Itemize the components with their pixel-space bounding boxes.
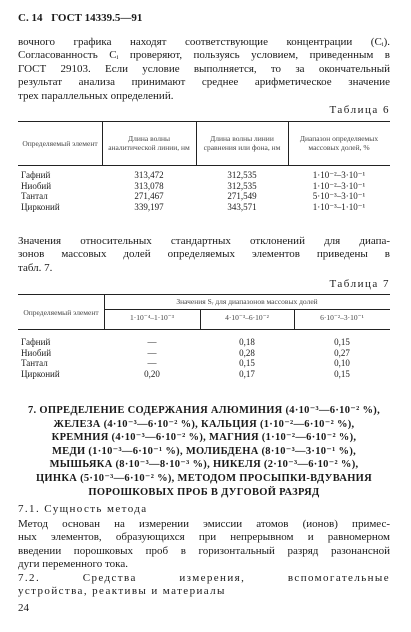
text-line: результат анализа принимают среднее арифметическое значение <box>18 76 390 89</box>
table-cell: — <box>147 347 157 358</box>
text-line: введении порошковых проб в горизонтальный разряд разонансной <box>18 544 390 557</box>
table6-header: Диапазон определяемых массовых долей, % <box>299 134 379 152</box>
table-cell: 313,472 <box>134 170 164 180</box>
table7-header-left: Определяемый элемент <box>23 307 99 317</box>
table-cell: 313,078 <box>134 180 164 191</box>
table-cell: Тантал <box>21 358 48 368</box>
table-7 <box>18 337 390 379</box>
table-cell: 0,15 <box>334 337 350 347</box>
table7-top-rule <box>18 294 390 295</box>
table7-col-divider <box>294 309 295 329</box>
table-cell: 0,15 <box>334 368 350 379</box>
table-cell: 5·10⁻³–3·10⁻¹ <box>312 191 366 201</box>
table-cell: 343,571 <box>227 201 257 212</box>
table-row <box>18 181 390 192</box>
heading-line: ПОРОШКОВЫХ ПРОБ В ДУГОВОЙ РАЗРЯД <box>88 486 320 498</box>
heading-line: ЦИНКА (5·10⁻³—6·10⁻² %), МЕТОДОМ ПРОСЫПКИ-ВДУВАНИЯ <box>35 472 373 484</box>
table-cell: Гафний <box>21 337 51 347</box>
text-line: трех параллельных определений. <box>18 89 174 102</box>
table7-mid-rule <box>104 309 390 310</box>
section-7-heading <box>18 404 390 499</box>
table6-col-divider <box>288 121 289 165</box>
table7-header-rule <box>18 329 390 330</box>
text-line: ГОСТ 29103. Если условие выполняется, то за окончательный <box>18 62 390 75</box>
text-line: зонов массовых долей определяемых элементов приведены в <box>18 248 390 261</box>
table-row <box>18 348 390 359</box>
table-cell: Ниобий <box>21 347 52 358</box>
table-cell: Ниобий <box>21 180 52 191</box>
text-line: табл. 7. <box>18 261 53 274</box>
table7-col-divider <box>104 294 105 329</box>
table7-header-top: Значения Sᵣ для диапазонов массовых долей <box>176 297 318 306</box>
subsection-7-1-title: 7.1. Сущность метода <box>18 503 148 515</box>
table-6 <box>18 122 390 212</box>
table-cell: — <box>147 337 157 347</box>
table-cell: 0,27 <box>334 347 350 358</box>
page-number: 24 <box>18 602 29 614</box>
text-line: Согласованность Cᵢ проверяют, пользуясь условием, приведенным в <box>18 49 390 62</box>
table7-caption: Таблица 7 <box>329 278 390 290</box>
paragraph-3 <box>18 518 390 572</box>
table6-header: Длина волны аналитической линии, нм <box>108 134 190 152</box>
table-row <box>18 337 390 348</box>
table-cell: 1·10⁻²–3·10⁻¹ <box>312 180 366 191</box>
table-row <box>18 369 390 380</box>
table7-subheader: 4·10⁻³–6·10⁻² <box>225 313 269 322</box>
heading-line: 7. ОПРЕДЕЛЕНИЕ СОДЕРЖАНИЯ АЛЮМИНИЯ (4·10⁻³—6·10⁻² %), <box>27 405 380 416</box>
header-page-label: С. 14 <box>18 12 43 24</box>
table6-header-rule <box>18 165 390 166</box>
text-line: Значения относительных стандартных отклонений для диапа- <box>18 235 390 247</box>
text-line: ных элементов, образующихся при непрерывном и равномерном <box>18 531 390 544</box>
table-cell: Тантал <box>21 191 48 201</box>
text-line: 7.2. Средства измерения, вспомогательные <box>18 572 390 584</box>
table-cell: 0,15 <box>239 358 255 368</box>
table-row <box>18 202 390 213</box>
table6-header: Определяемый элемент <box>22 138 98 148</box>
paragraph-1 <box>18 36 390 103</box>
table7-subheader: 6·10⁻²–3·10⁻¹ <box>320 313 364 322</box>
page-header <box>18 12 142 24</box>
table6-col-divider <box>102 121 103 165</box>
table6-caption: Таблица 6 <box>329 104 390 116</box>
table-row <box>18 170 390 181</box>
table-cell: Цирконий <box>21 368 60 379</box>
heading-line: ЖЕЛЕЗА (4·10⁻³—6·10⁻² %), КАЛЬЦИЯ (1·10⁻²—6·10⁻² %), <box>53 418 355 430</box>
table-cell: 0,10 <box>334 358 350 368</box>
heading-line: МЕДИ (1·10⁻³—6·10⁻¹ %), МОЛИБДЕНА (8·10⁻³—3·10⁻¹ %), <box>51 445 357 457</box>
table-cell: Цирконий <box>21 201 60 212</box>
table7-subheader: 1·10⁻⁴–1·10⁻³ <box>129 313 175 322</box>
text-line: Метод основан на измерении эмиссии атомов (ионов) примес- <box>18 518 390 530</box>
table-cell: 1·10⁻²–3·10⁻¹ <box>312 170 366 180</box>
table-cell: Гафний <box>21 170 51 180</box>
text-line: устройства, реактивы и материалы <box>18 585 226 598</box>
paragraph-2 <box>18 235 390 275</box>
table-cell: 0,28 <box>239 347 255 358</box>
table-cell: 1·10⁻³–1·10⁻¹ <box>312 201 366 212</box>
table6-header: Длина волны линии сравнения или фона, нм <box>203 134 281 152</box>
table-cell: 0,18 <box>239 337 255 347</box>
heading-line: МЫШЬЯКА (8·10⁻³—8·10⁻³ %), НИКЕЛЯ (2·10⁻³—6·10⁻² %), <box>49 459 359 471</box>
table-cell: 0,20 <box>144 368 160 379</box>
heading-line: КРЕМНИЯ (4·10⁻³—6·10⁻² %), МАГНИЯ (1·10⁻²—6·10⁻² %), <box>51 432 357 444</box>
table-cell: 271,467 <box>134 191 164 201</box>
subsection-7-2-title <box>18 572 390 599</box>
table-cell: 312,535 <box>227 170 257 180</box>
table-cell: 312,535 <box>227 180 257 191</box>
table-cell: — <box>147 358 157 368</box>
text-line: дуги переменного тока. <box>18 558 128 571</box>
table-row <box>18 191 390 202</box>
table-cell: 339,197 <box>134 201 164 212</box>
table-row <box>18 358 390 369</box>
text-line: вочного графика находят соответствующие концентрации (Cᵢ). <box>18 36 390 48</box>
table-cell: 0,17 <box>239 368 255 379</box>
table-cell: 271,549 <box>227 191 257 201</box>
table6-col-divider <box>196 121 197 165</box>
table7-col-divider <box>200 309 201 329</box>
header-standard: ГОСТ 14339.5—91 <box>51 12 143 24</box>
